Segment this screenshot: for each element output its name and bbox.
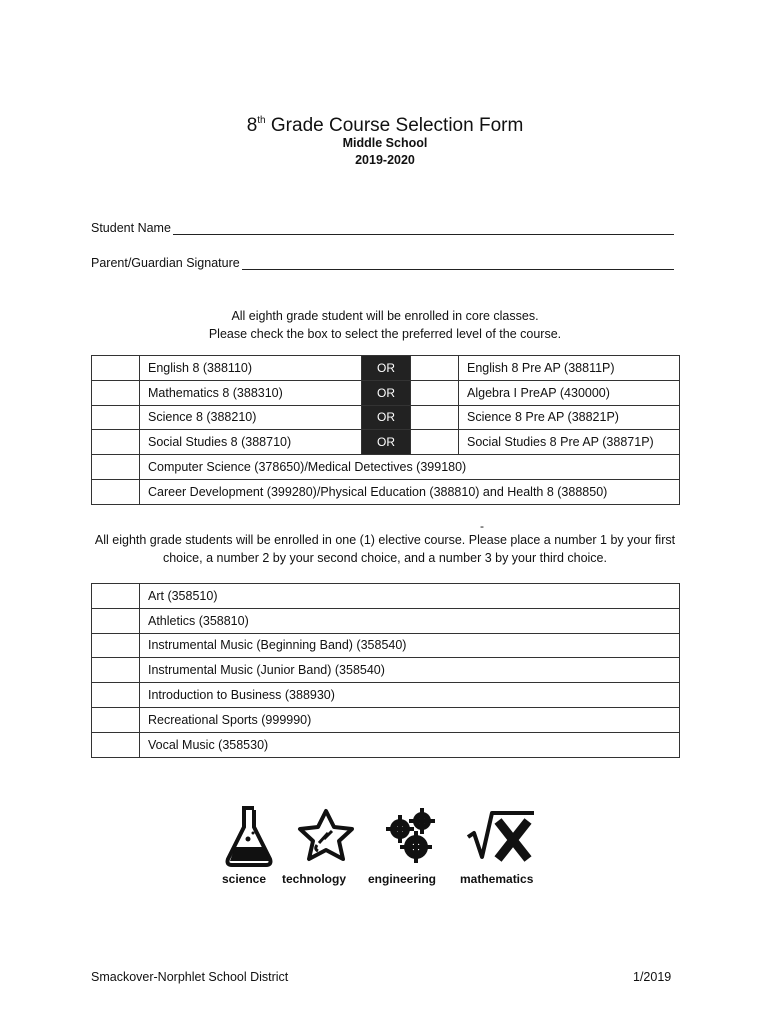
rank-cell[interactable] [92, 683, 140, 708]
table-row [92, 455, 680, 480]
core-instructions-line-1: All eighth grade student will be enrolled in core classes. [231, 309, 539, 323]
stem-label-technology: technology [282, 872, 347, 886]
checkbox-cell[interactable] [411, 405, 459, 430]
checkbox-cell[interactable] [411, 356, 459, 381]
student-name-label: Student Name [91, 221, 171, 235]
or-label: OR [362, 356, 411, 381]
elective-course: Athletics (358810) [140, 608, 680, 633]
elective-course: Instrumental Music (Junior Band) (358540) [140, 658, 680, 683]
rank-cell[interactable] [92, 658, 140, 683]
school-year: 2019-2020 [355, 153, 415, 167]
checkbox-cell[interactable] [411, 380, 459, 405]
table-row [92, 732, 680, 757]
student-name-field[interactable] [91, 221, 674, 235]
elective-instructions-line-1: All eighth grade students will be enrolled in one (1) elective course. Please place a number 1 by your first [94, 533, 676, 547]
form-title [0, 108, 770, 139]
elective-course: Introduction to Business (388930) [140, 683, 680, 708]
table-row [92, 633, 680, 658]
elective-instructions [0, 531, 770, 567]
footer-district: Smackover-Norphlet School District [91, 970, 289, 984]
gears-icon [386, 808, 435, 863]
student-name-line[interactable] [173, 222, 674, 235]
rank-cell[interactable] [92, 732, 140, 757]
standard-course: Social Studies 8 (388710) [140, 430, 362, 455]
title-superscript: th [257, 115, 266, 126]
elective-instructions-line-2: choice, a number 2 by your second choice, and a number 3 by your third choice. [162, 551, 607, 565]
elective-course: Recreational Sports (999990) [140, 707, 680, 732]
parent-signature-field[interactable] [91, 256, 674, 270]
table-row [92, 430, 680, 455]
rank-cell[interactable] [92, 584, 140, 609]
checkbox-cell[interactable] [92, 455, 140, 480]
school-name: Middle School [342, 136, 428, 150]
or-label: OR [362, 405, 411, 430]
table-row [92, 707, 680, 732]
elective-course: Instrumental Music (Beginning Band) (358540) [140, 633, 680, 658]
table-row [92, 405, 680, 430]
table-row [92, 608, 680, 633]
checkbox-cell[interactable] [92, 479, 140, 504]
table-row [92, 380, 680, 405]
standard-course: English 8 (388110) [140, 356, 362, 381]
preap-course: English 8 Pre AP (38811P) [459, 356, 680, 381]
math-icon [468, 813, 534, 859]
checkbox-cell[interactable] [411, 430, 459, 455]
table-row [92, 584, 680, 609]
or-label: OR [362, 430, 411, 455]
core-instructions [0, 307, 770, 343]
checkbox-cell[interactable] [92, 405, 140, 430]
preap-course: Science 8 Pre AP (38821P) [459, 405, 680, 430]
title-text: Grade Course Selection Form [265, 115, 524, 136]
parent-signature-line[interactable] [242, 257, 674, 270]
elective-course: Art (358510) [140, 584, 680, 609]
flask-icon [228, 806, 271, 865]
checkbox-cell[interactable] [92, 380, 140, 405]
rank-cell[interactable] [92, 633, 140, 658]
elective-course-table [91, 583, 680, 758]
or-label: OR [362, 380, 411, 405]
standard-course: Science 8 (388210) [140, 405, 362, 430]
preap-course: Algebra I PreAP (430000) [459, 380, 680, 405]
rank-cell[interactable] [92, 608, 140, 633]
table-row [92, 356, 680, 381]
stem-label-mathematics: mathematics [460, 872, 534, 886]
stray-dash: - [480, 519, 484, 533]
elective-course: Vocal Music (358530) [140, 732, 680, 757]
parent-signature-label: Parent/Guardian Signature [91, 256, 240, 270]
core-course-table [91, 355, 680, 505]
stem-label-engineering: engineering [368, 872, 437, 886]
title-number: 8 [246, 115, 258, 136]
single-course: Computer Science (378650)/Medical Detectives (399180) [140, 455, 680, 480]
rank-cell[interactable] [92, 707, 140, 732]
table-row [92, 479, 680, 504]
checkbox-cell[interactable] [92, 430, 140, 455]
core-instructions-line-2: Please check the box to select the preferred level of the course. [208, 327, 562, 341]
footer-date: 1/2019 [633, 970, 672, 984]
single-course: Career Development (399280)/Physical Education (388810) and Health 8 (388850) [140, 479, 680, 504]
checkbox-cell[interactable] [92, 356, 140, 381]
stem-icons [222, 803, 552, 873]
preap-course: Social Studies 8 Pre AP (38871P) [459, 430, 680, 455]
standard-course: Mathematics 8 (388310) [140, 380, 362, 405]
technology-icon [300, 811, 352, 859]
table-row [92, 658, 680, 683]
stem-label-science: science [222, 872, 267, 886]
table-row [92, 683, 680, 708]
